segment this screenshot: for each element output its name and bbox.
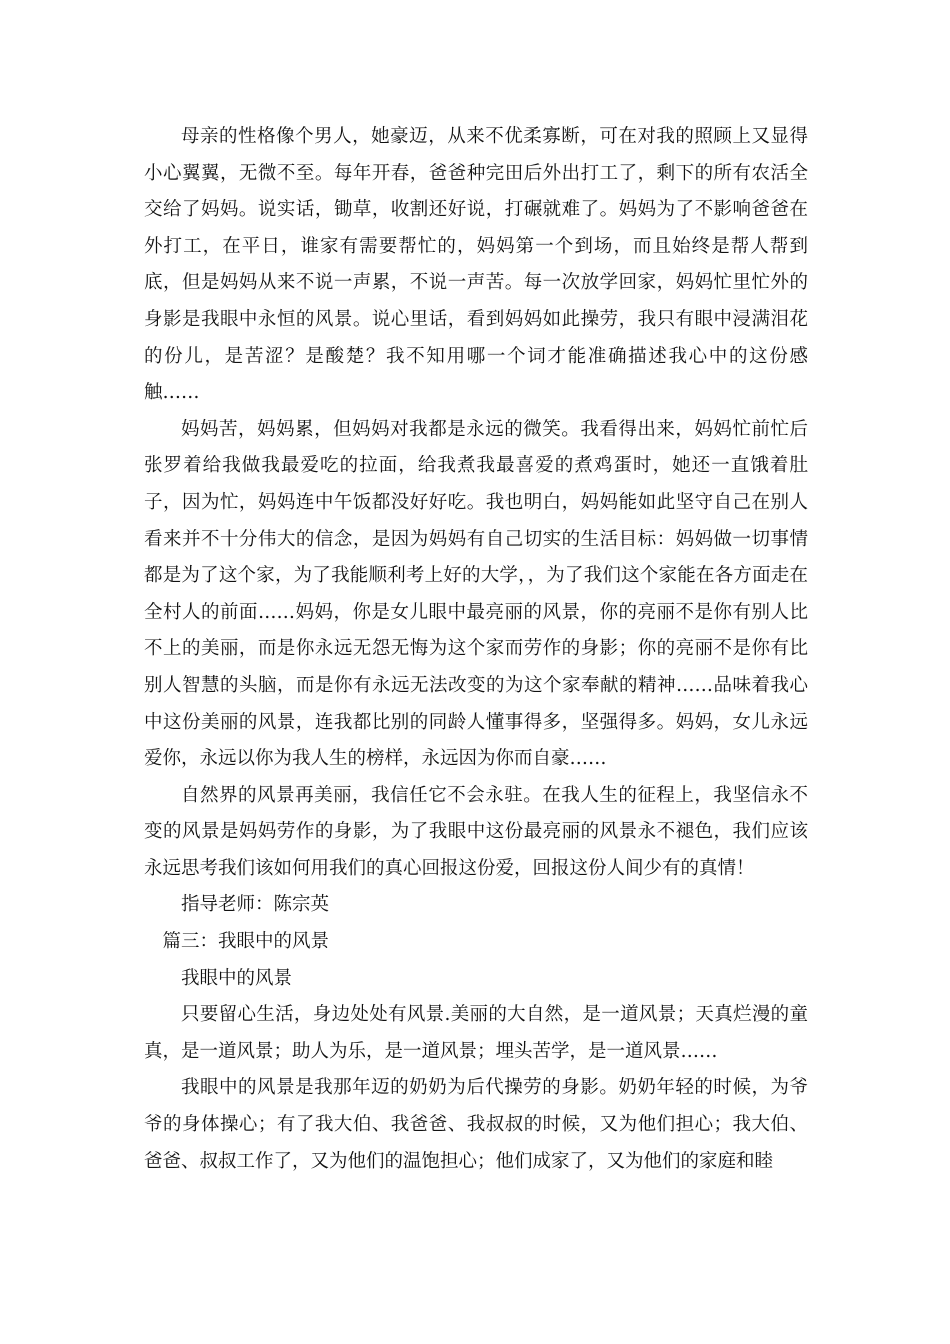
- paragraph: 母亲的性格像个男人，她豪迈，从来不优柔寡断，可在对我的照顾上又显得小心翼翼，无微不至。每年开春，爸爸种完田后外出打工了，剩下的所有农活全交给了妈妈。说实话，锄草，收割还好说，打碾就难了。妈妈为了不影响爸爸在外打工，在平日，谁家有需要帮忙的，妈妈第一个到场，而且始终是帮人帮到底，但是妈妈从来不说一声累，不说一声苦。每一次放学回家，妈妈忙里忙外的身影是我眼中永恒的风景。说心里话，看到妈妈如此操劳，我只有眼中浸满泪花的份儿，是苦涩？是酸楚？我不知用哪一个词才能准确描述我心中的这份感触……: [144, 126, 808, 404]
- paragraph: 我眼中的风景是我那年迈的奶奶为后代操劳的身影。奶奶年轻的时候，为爷爷的身体操心；有了我大伯、我爸爸、我叔叔的时候，又为他们担心；我大伯、爸爸、叔叔工作了，又为他们的温饱担心；他们成家了，又为他们的家庭和睦: [144, 1077, 808, 1172]
- section-heading: 篇三：我眼中的风景: [162, 931, 330, 953]
- paragraph: 自然界的风景再美丽，我信任它不会永驻。在我人生的征程上，我坚信永不变的风景是妈妈劳作的身影，为了我眼中这份最亮丽的风景永不褪色，我们应该永远思考我们该如何用我们的真心回报这份爱，回报这份人间少有的真情！: [144, 784, 808, 879]
- document-body: [144, 119, 808, 1180]
- paragraph: 妈妈苦，妈妈累，但妈妈对我都是永远的微笑。我看得出来，妈妈忙前忙后张罗着给我做我最爱吃的拉面，给我煮我最喜爱的煮鸡蛋时，她还一直饿着肚子，因为忙，妈妈连中午饭都没好好吃。我也明白，妈妈能如此坚守自己在别人看来并不十分伟大的信念，是因为妈妈有自己切实的生活目标：妈妈做一切事情都是为了这个家，为了我能顺利考上好的大学，，为了我们这个家能在各方面走在全村人的前面……妈妈，你是女儿眼中最亮丽的风景，你的亮丽不是你有别人比不上的美丽，而是你永远无怨无悔为这个家而劳作的身影；你的亮丽不是你有比别人智慧的头脑，而是你有永远无法改变的为这个家奉献的精神……品味着我心中这份美丽的风景，连我都比别的同龄人懂事得多，坚强得多。妈妈，女儿永远爱你，永远以你为我人生的榜样，永远因为你而自豪……: [144, 418, 808, 770]
- paragraph: 只要留心生活，身边处处有风景.美丽的大自然，是一道风景；天真烂漫的童真，是一道风景；助人为乐，是一道风景；埋头苦学，是一道风景……: [144, 1004, 808, 1062]
- article-title: 我眼中的风景: [181, 967, 293, 989]
- teacher-credit: 指导老师：陈宗英: [181, 894, 330, 916]
